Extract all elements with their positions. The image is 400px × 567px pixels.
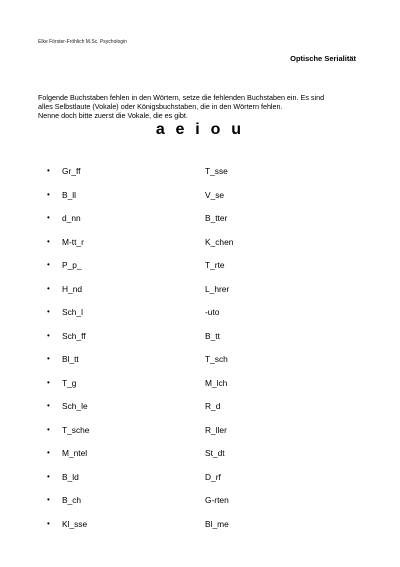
- gap-word-right: M_lch: [205, 377, 228, 388]
- word-row: [0, 166, 400, 178]
- word-row: [0, 472, 400, 484]
- word-row: [0, 519, 400, 531]
- bullet-icon: •: [47, 448, 50, 457]
- bullet-icon: •: [47, 213, 50, 222]
- instruction-line-2: alles Selbstlaute (Vokale) oder Königsbuchstaben, die in den Wörtern fehlen.: [38, 102, 283, 112]
- gap-word-right: V_se: [205, 189, 225, 200]
- gap-word-left: B_ld: [62, 471, 79, 482]
- bullet-icon: •: [47, 236, 50, 246]
- gap-word-left: H_nd: [62, 283, 83, 294]
- gap-word-right: St_dt: [205, 448, 225, 458]
- gap-word-left: M_ntel: [62, 448, 88, 458]
- bullet-icon: •: [47, 307, 50, 316]
- gap-word-right: R_ller: [205, 424, 227, 435]
- vowel-list: a e i o u: [155, 121, 245, 138]
- gap-word-right: -uto: [205, 307, 220, 317]
- word-row: [0, 378, 400, 390]
- gap-word-right: T_sse: [205, 166, 228, 176]
- bullet-icon: •: [47, 471, 50, 481]
- word-row: [0, 260, 400, 272]
- word-row: [0, 331, 400, 343]
- gap-word-left: Sch_l: [62, 307, 83, 317]
- gap-word-left: P_p_: [62, 260, 82, 270]
- gap-word-right: L_hrer: [205, 283, 230, 294]
- gap-word-right: T_rte: [205, 260, 225, 270]
- bullet-icon: •: [47, 189, 50, 199]
- gap-word-left: Bl_tt: [62, 354, 79, 364]
- word-row: [0, 448, 400, 460]
- bullet-icon: •: [47, 518, 50, 528]
- word-row: [0, 354, 400, 366]
- worksheet-title: Optische Serialität: [290, 54, 356, 63]
- gap-word-right: B_tt: [205, 330, 220, 341]
- word-row: [0, 213, 400, 225]
- bullet-icon: •: [47, 354, 50, 363]
- bullet-icon: •: [47, 260, 50, 269]
- instruction-line-1: Folgende Buchstaben fehlen in den Wörtern, setze die fehlenden Buchstaben ein. Es sind: [38, 93, 325, 102]
- gap-word-right: K_chen: [205, 236, 234, 247]
- word-row: [0, 401, 400, 413]
- gap-word-left: B_ch: [62, 495, 82, 505]
- gap-word-left: Sch_ff: [62, 330, 86, 341]
- word-row: [0, 307, 400, 319]
- gap-word-right: B_tter: [205, 213, 228, 223]
- gap-word-right: Bl_me: [205, 518, 229, 529]
- gap-word-right: T_sch: [205, 354, 228, 364]
- gap-word-right: G-rten: [205, 495, 229, 505]
- gap-word-right: R_d: [205, 401, 221, 411]
- gap-word-left: Sch_le: [62, 401, 88, 411]
- gap-word-right: D_rf: [205, 471, 221, 482]
- gap-word-left: T_g: [62, 377, 77, 388]
- bullet-icon: •: [47, 377, 50, 387]
- gap-word-left: T_sche: [62, 424, 90, 435]
- author-line: Elke Förster-Fröhlich M.Sc. Psychologin: [38, 39, 127, 45]
- word-row: [0, 425, 400, 437]
- instruction-line-3: Nenne doch bitte zuerst die Vokale, die es gibt.: [38, 111, 188, 121]
- bullet-icon: •: [47, 401, 50, 410]
- word-row: [0, 495, 400, 507]
- bullet-icon: •: [47, 424, 50, 434]
- gap-word-left: M-tt_r: [62, 236, 84, 247]
- word-row: [0, 284, 400, 296]
- gap-word-left: Kl_sse: [62, 518, 88, 529]
- gap-word-left: B_ll: [62, 189, 76, 200]
- word-row: [0, 237, 400, 249]
- bullet-icon: •: [47, 330, 50, 340]
- gap-word-left: d_nn: [62, 213, 81, 223]
- bullet-icon: •: [47, 495, 50, 504]
- bullet-icon: •: [47, 166, 50, 175]
- bullet-icon: •: [47, 283, 50, 293]
- gap-word-left: Gr_ff: [62, 166, 81, 176]
- word-row: [0, 190, 400, 202]
